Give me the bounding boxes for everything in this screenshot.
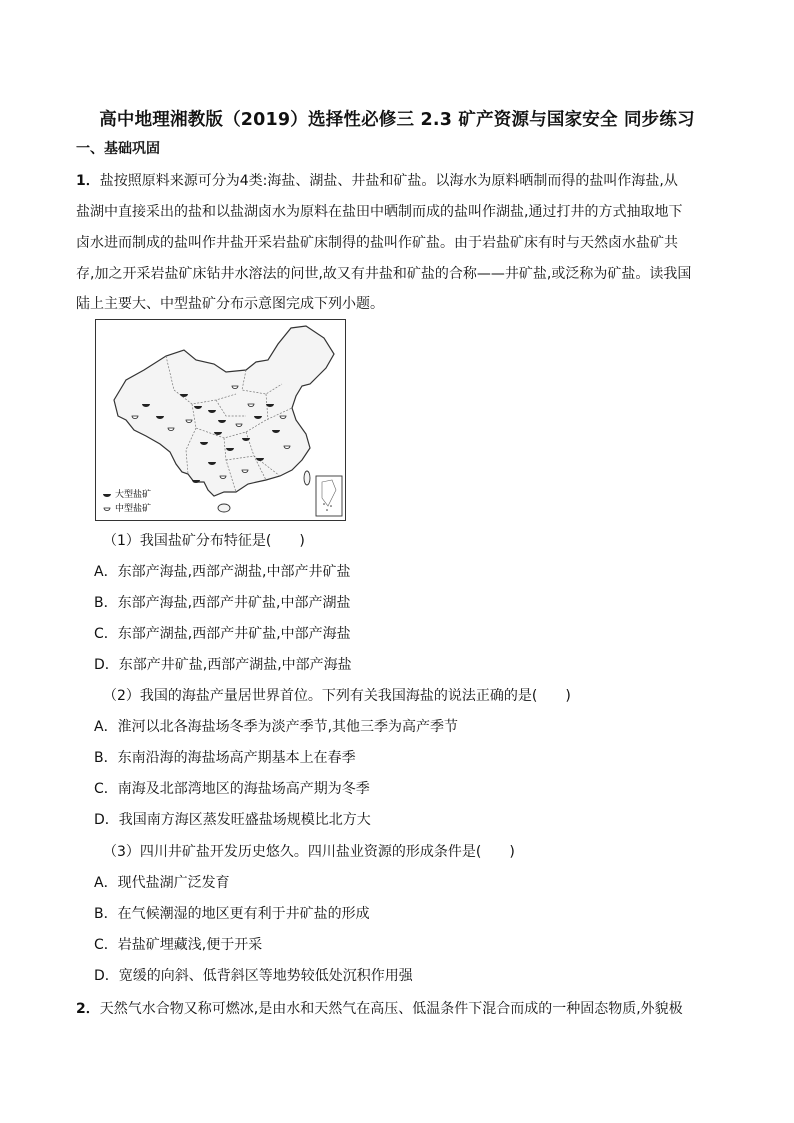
q2-line-1 [76,998,683,1018]
sub-question-1: （1）我国盐矿分布特征是( ) [103,533,305,549]
sub1-option-d[interactable]: D．东部产井矿盐,西部产湖盐,中部产海盐 [94,657,352,673]
section-heading: 一、基础巩固 [76,141,160,157]
south-sea-inset [316,476,342,516]
q1-line-5: 陆上主要大、中型盐矿分布示意图完成下列小题。 [76,296,384,312]
sub3-option-b[interactable]: B．在气候潮湿的地区更有利于井矿盐的形成 [94,906,370,922]
q1-line-1 [76,170,678,190]
sub1-option-b[interactable]: B．东部产海盐,西部产井矿盐,中部产湖盐 [94,595,351,611]
legend-large-label: 大型盐矿 [115,490,152,500]
sub2-option-b[interactable]: B．东南沿海的海盐场高产期基本上在春季 [94,750,356,766]
page-title: 高中地理湘教版（2019）选择性必修三 2.3 矿产资源与国家安全 同步练习 [99,110,695,130]
legend-medium-label: 中型盐矿 [115,504,152,514]
q1-text-1: 盐按照原料来源可分为4类:海盐、湖盐、井盐和矿盐。以海水为原料晒制而得的盐叫作海盐,从 [99,173,678,189]
sub-question-3: （3）四川井矿盐开发历史悠久。四川盐业资源的形成条件是( ) [103,844,515,860]
sub2-option-d[interactable]: D．我国南方海区蒸发旺盛盐场规模比北方大 [94,812,371,828]
salt-mine-map [95,319,346,521]
sub2-option-a[interactable]: A．淮河以北各海盐场冬季为淡产季节,其他三季为高产季节 [94,719,459,735]
sub-question-2: （2）我国的海盐产量居世界首位。下列有关我国海盐的说法正确的是( ) [103,688,571,704]
taiwan-island [304,471,310,485]
legend-medium-icon [104,508,110,511]
china-map-figure [96,320,345,520]
q1-number: 1． [76,173,100,189]
sub2-option-c[interactable]: C．南海及北部湾地区的海盐场高产期为冬季 [94,781,370,797]
hainan-island [218,504,230,512]
sub1-option-c[interactable]: C．东部产湖盐,西部产井矿盐,中部产海盐 [94,626,351,642]
sub3-option-c[interactable]: C．岩盐矿埋藏浅,便于开采 [94,937,263,953]
sub3-option-d[interactable]: D．宽缓的向斜、低背斜区等地势较低处沉积作用强 [94,968,413,984]
sub3-option-a[interactable]: A．现代盐湖广泛发育 [94,875,230,891]
china-outline [114,326,334,496]
q1-line-2: 盐湖中直接采出的盐和以盐湖卤水为原料在盐田中晒制而成的盐叫作湖盐,通过打井的方式抽取地下 [76,204,683,220]
q2-text: 天然气水合物又称可燃冰,是由水和天然气在高压、低温条件下混合而成的一种固态物质,外貌极 [99,1001,683,1017]
sub1-option-a[interactable]: A．东部产海盐,西部产湖盐,中部产井矿盐 [94,564,351,580]
q1-line-4: 存,加之开采岩盐矿床钻井水溶法的问世,故又有井盐和矿盐的合称——井矿盐,或泛称为矿盐。读我国 [76,266,692,282]
q1-line-3: 卤水进而制成的盐叫作井盐开采岩盐矿床制得的盐叫作矿盐。由于岩盐矿床有时与天然卤水盐矿共 [76,235,678,251]
q2-number: 2． [76,1001,100,1017]
